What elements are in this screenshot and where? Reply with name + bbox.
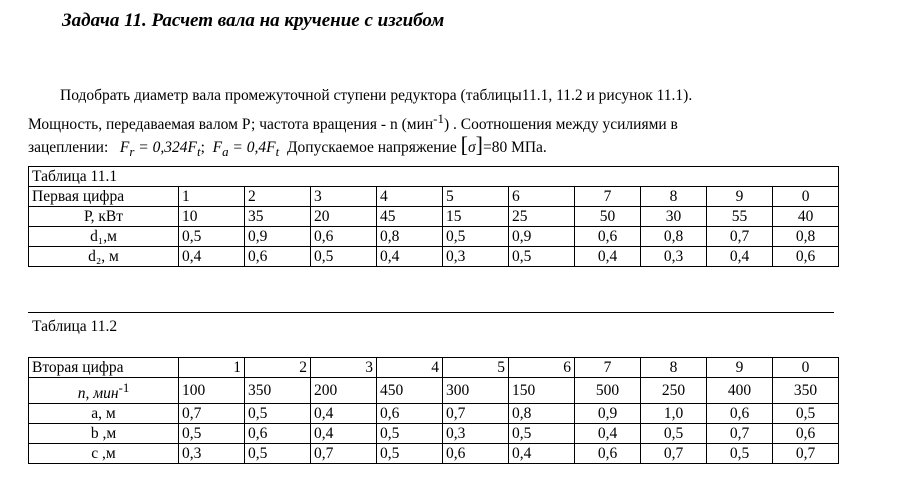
table-11-1-header-label: Первая цифра [29,187,179,207]
table-cell: 0,8 [509,404,575,424]
table-row [29,227,839,247]
table2-col-header: 2 [245,358,311,378]
table-cell: 0,5 [509,247,575,267]
table-11-2-header-label: Вторая цифра [29,358,179,378]
table-row [29,378,839,404]
table1-col-header: 3 [311,187,377,207]
table-cell: 0,4 [311,424,377,444]
table-row [29,207,839,227]
table-11-2-header-row [29,358,839,378]
table-cell: 300 [443,378,509,404]
table-cell: 45 [377,207,443,227]
problem-title: Задача 11. Расчет вала на кручение с изгибом [62,10,445,31]
table2-col-header: 5 [443,358,509,378]
problem-statement: Подобрать диаметр вала промежуточной ступени редуктора (таблицы11.1, 11.2 и рисунок 11.1). Мощность, передаваемая валом Р; частота вращения - n (мин$^{-1}$) . Соотношения между усилиями в зацеплении: $F_r = 0,324F_t$; $F_a = 0,4F_t$ Допускаемое напряжение [σ]=80 МПа. [28,87,693,160]
table-cell: 0,7 [707,227,773,247]
table-cell: 30 [641,207,707,227]
table-cell: 0,6 [707,404,773,424]
table-cell: 15 [443,207,509,227]
table-11-2 [28,357,839,464]
table-cell: 0,6 [377,404,443,424]
table-row [29,444,839,464]
statement-line-2b: ) . Соотношения между усилиями в [443,116,678,134]
table-cell: 0,4 [707,247,773,267]
table-cell: 400 [707,378,773,404]
table-cell: 0,6 [575,444,641,464]
table1-row-label: Р, кВт [29,207,179,227]
table1-col-header: 5 [443,187,509,207]
formula-fr: $F_r = 0,324F_t$ [119,139,201,160]
table2-col-header: 6 [509,358,575,378]
table-cell: 10 [179,207,245,227]
table-cell: 0,7 [641,444,707,464]
table-cell: 450 [377,378,443,404]
table-cell: 0,3 [443,247,509,267]
table-cell: 55 [707,207,773,227]
table2-col-header: 1 [179,358,245,378]
table-cell: 0,5 [245,444,311,464]
table-cell: 200 [311,378,377,404]
table2-col-header: 4 [377,358,443,378]
table-cell: 0,9 [245,227,311,247]
table2-col-header: 0 [773,358,839,378]
table-cell: 0,5 [641,424,707,444]
table-cell: 0,4 [575,424,641,444]
table1-row-label: d₂, м [29,247,179,267]
table-cell: 0,6 [575,227,641,247]
statement-line-1: Подобрать диаметр вала промежуточной ступени редуктора (таблицы11.1, 11.2 и рисунок 11.1). [60,87,693,104]
table-cell: 0,5 [707,444,773,464]
table1-col-header: 1 [179,187,245,207]
sigma-symbol: σ [467,139,476,157]
table-cell: 0,3 [641,247,707,267]
table2-col-header: 9 [707,358,773,378]
table-cell: 0,5 [311,247,377,267]
table-cell: 40 [773,207,839,227]
table-cell: 0,4 [575,247,641,267]
table-cell: 1,0 [641,404,707,424]
table-cell: 0,6 [773,247,839,267]
table2-col-header: 3 [311,358,377,378]
table1-col-header: 9 [707,187,773,207]
allowed-stress-label: Допускаемое напряжение [286,139,457,157]
table-cell: 0,9 [509,227,575,247]
statement-line-2-sup: -1 [433,111,444,126]
table-cell: 0,6 [245,247,311,267]
table-cell: 0,6 [245,424,311,444]
table-cell: 0,5 [179,424,245,444]
table-cell: 150 [509,378,575,404]
table-cell: 0,7 [707,424,773,444]
table-cell: 50 [575,207,641,227]
table-cell: 0,5 [377,424,443,444]
table2-row-label: b ,м [29,424,179,444]
allowed-stress-value: =80 МПа. [482,139,547,157]
table-cell: 500 [575,378,641,404]
statement-line-3a: зацеплении: [28,139,109,157]
table-cell: 0,5 [245,404,311,424]
table1-col-header: 2 [245,187,311,207]
table2-row-label: n, мин$^{-1}$ [29,378,179,404]
table-11-2-caption: Таблица 11.2 [32,318,118,335]
table2-col-header: 7 [575,358,641,378]
table-cell: 250 [641,378,707,404]
table-cell: 0,4 [509,444,575,464]
table1-col-header: 0 [773,187,839,207]
table1-row-label: d₁,м [29,227,179,247]
table-cell: 0,8 [641,227,707,247]
table-cell: 0,8 [773,227,839,247]
table-11-1-header-row [29,187,839,207]
table1-col-header: 6 [509,187,575,207]
table-cell: 0,4 [311,404,377,424]
table-cell: 0,7 [311,444,377,464]
table-cell: 0,5 [509,424,575,444]
table-cell: 25 [509,207,575,227]
formula-fa: $F_a = 0,4F_t$ [212,139,280,160]
table-cell: 0,7 [443,404,509,424]
table-cell: 100 [179,378,245,404]
table-cell: 0,3 [179,444,245,464]
table-row [29,424,839,444]
table-cell: 0,4 [179,247,245,267]
table-cell: 0,5 [443,227,509,247]
table-cell: 0,5 [377,444,443,464]
section-divider [28,312,834,313]
table-cell: 0,6 [443,444,509,464]
table1-col-header: 7 [575,187,641,207]
table2-row-label: а, м [29,404,179,424]
table-cell: 0,5 [179,227,245,247]
table-row [29,247,839,267]
table1-col-header: 4 [377,187,443,207]
table2-col-header: 8 [641,358,707,378]
table-row [29,404,839,424]
table-11-1 [28,166,839,267]
table-cell: 0,6 [773,424,839,444]
table-11-1-caption: Таблица 11.1 [29,167,839,187]
table-cell: 0,9 [575,404,641,424]
table-cell: 0,4 [377,247,443,267]
table1-col-header: 8 [641,187,707,207]
table2-row-label: c ,м [29,444,179,464]
table-cell: 0,7 [773,444,839,464]
table-cell: 35 [245,207,311,227]
table-cell: 0,3 [443,424,509,444]
table-cell: 20 [311,207,377,227]
table-cell: 0,7 [179,404,245,424]
table-cell: 0,8 [377,227,443,247]
table-cell: 0,6 [311,227,377,247]
table-cell: 350 [773,378,839,404]
statement-line-2a: Мощность, передаваемая валом Р; частота вращения - n (мин [28,116,434,134]
table-cell: 350 [245,378,311,404]
table-cell: 0,5 [773,404,839,424]
